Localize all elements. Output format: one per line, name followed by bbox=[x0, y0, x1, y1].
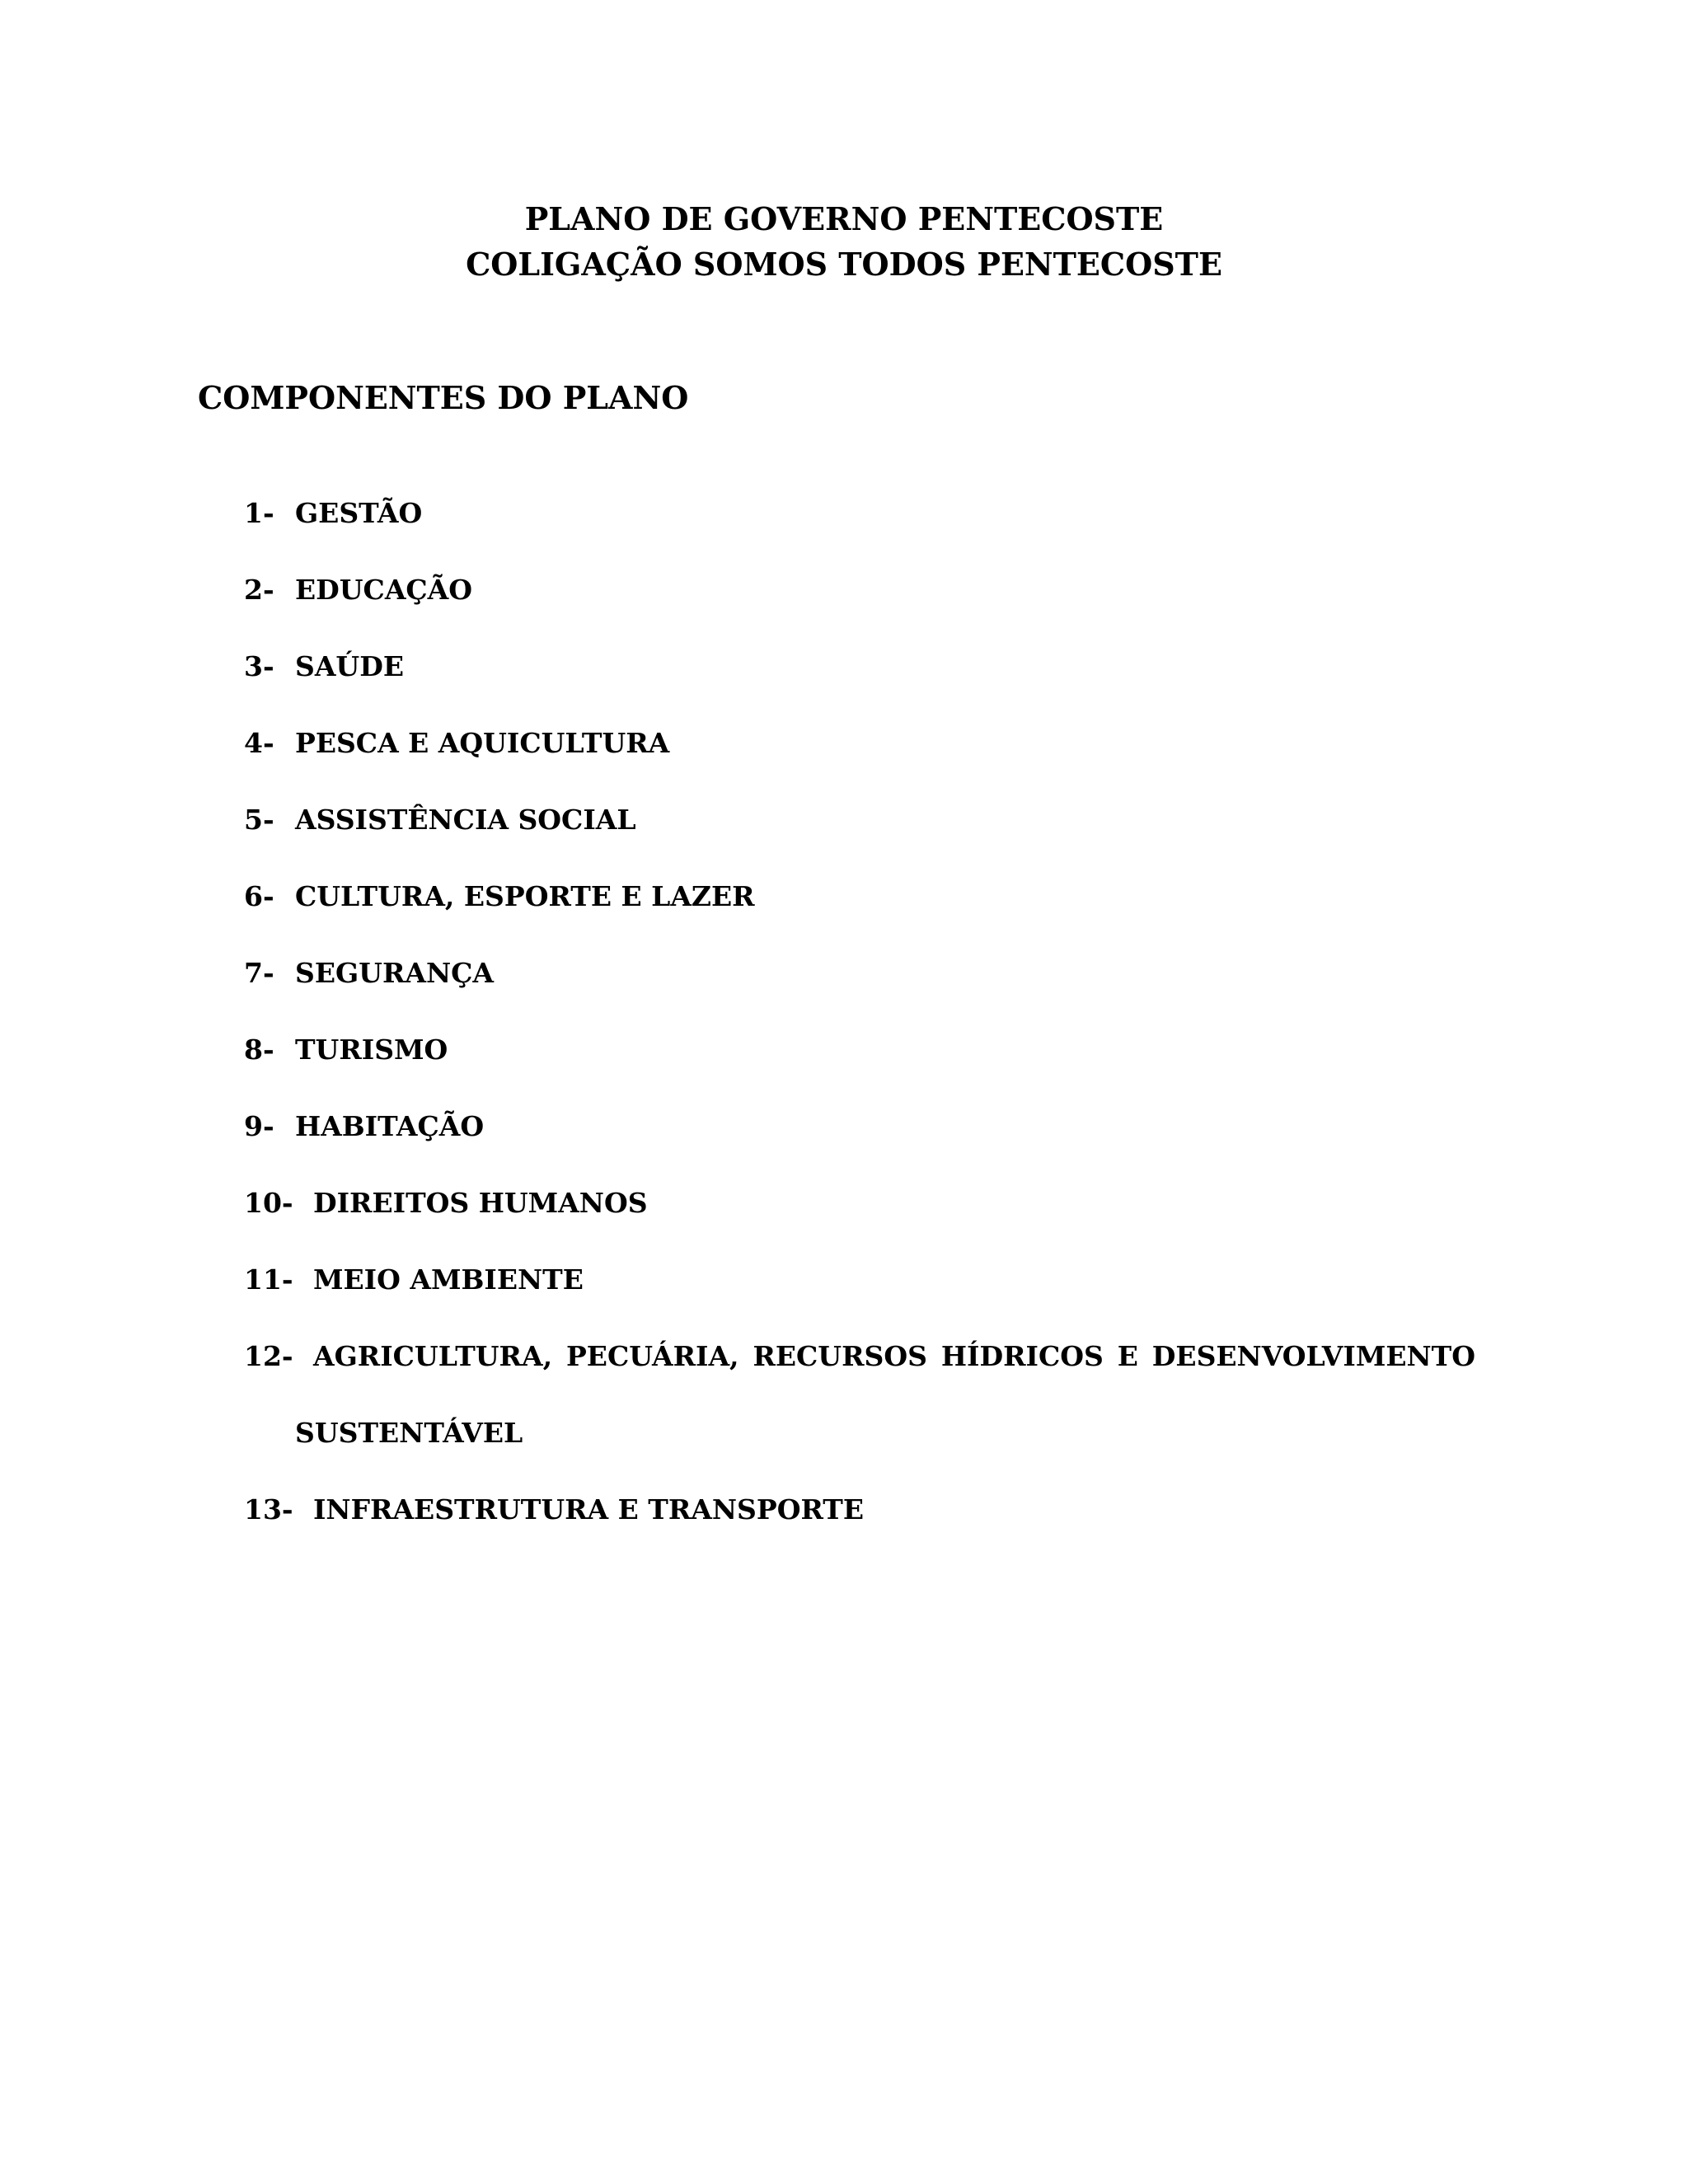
list-item bbox=[244, 878, 1475, 916]
title-line-1: PLANO DE GOVERNO PENTECOSTE bbox=[524, 200, 1164, 237]
document-title bbox=[0, 196, 1688, 287]
section-heading: COMPONENTES DO PLANO bbox=[198, 379, 689, 416]
item-label: SAÚDE bbox=[295, 650, 404, 682]
item-label: TURISMO bbox=[295, 1033, 448, 1066]
list-item bbox=[244, 724, 1475, 762]
item-label: DIREITOS HUMANOS bbox=[313, 1187, 648, 1219]
list-item bbox=[244, 801, 1475, 839]
item-number: 2- bbox=[244, 574, 274, 606]
item-label-continuation: SUSTENTÁVEL bbox=[295, 1417, 523, 1449]
item-label: INFRAESTRUTURA E TRANSPORTE bbox=[313, 1493, 864, 1526]
item-number: 1- bbox=[244, 497, 274, 529]
list-item bbox=[244, 571, 1475, 609]
list-item bbox=[244, 494, 1475, 532]
item-number: 4- bbox=[244, 727, 274, 759]
list-item bbox=[244, 1184, 1475, 1222]
item-number: 8- bbox=[244, 1033, 274, 1066]
list-item bbox=[244, 648, 1475, 686]
item-number: 11- bbox=[244, 1263, 293, 1296]
item-number: 9- bbox=[244, 1110, 274, 1142]
item-number: 5- bbox=[244, 804, 274, 836]
item-label: HABITAÇÃO bbox=[295, 1110, 485, 1142]
title-line-2: COLIGAÇÃO SOMOS TODOS PENTECOSTE bbox=[466, 246, 1222, 283]
item-number: 10- bbox=[244, 1187, 293, 1219]
item-number: 6- bbox=[244, 880, 274, 912]
list-item bbox=[244, 1338, 1475, 1452]
list-item bbox=[244, 954, 1475, 992]
item-label: CULTURA, ESPORTE E LAZER bbox=[295, 880, 755, 912]
item-label-word: AGRICULTURA, bbox=[313, 1340, 553, 1372]
item-number: 7- bbox=[244, 957, 274, 989]
item-label-word: RECURSOS bbox=[753, 1340, 927, 1372]
item-label: MEIO AMBIENTE bbox=[313, 1263, 584, 1296]
item-label: ASSISTÊNCIA SOCIAL bbox=[295, 804, 636, 836]
item-label-justified-line bbox=[295, 1338, 1475, 1376]
list-item bbox=[244, 1031, 1475, 1069]
item-label-word: HÍDRICOS bbox=[940, 1340, 1104, 1372]
item-number: 3- bbox=[244, 650, 274, 682]
item-label: EDUCAÇÃO bbox=[295, 574, 473, 606]
components-list bbox=[244, 494, 1475, 1568]
item-label: SEGURANÇA bbox=[295, 957, 495, 989]
item-number: 13- bbox=[244, 1493, 293, 1526]
item-label-word: E bbox=[1117, 1340, 1138, 1372]
item-number: 12- bbox=[244, 1340, 293, 1372]
list-item bbox=[244, 1108, 1475, 1146]
item-label-word: PECUÁRIA, bbox=[565, 1340, 739, 1372]
list-item bbox=[244, 1491, 1475, 1529]
item-label-word: DESENVOLVIMENTO bbox=[1151, 1340, 1475, 1372]
item-label: PESCA E AQUICULTURA bbox=[295, 727, 670, 759]
list-item bbox=[244, 1261, 1475, 1299]
item-label: GESTÃO bbox=[295, 497, 423, 529]
